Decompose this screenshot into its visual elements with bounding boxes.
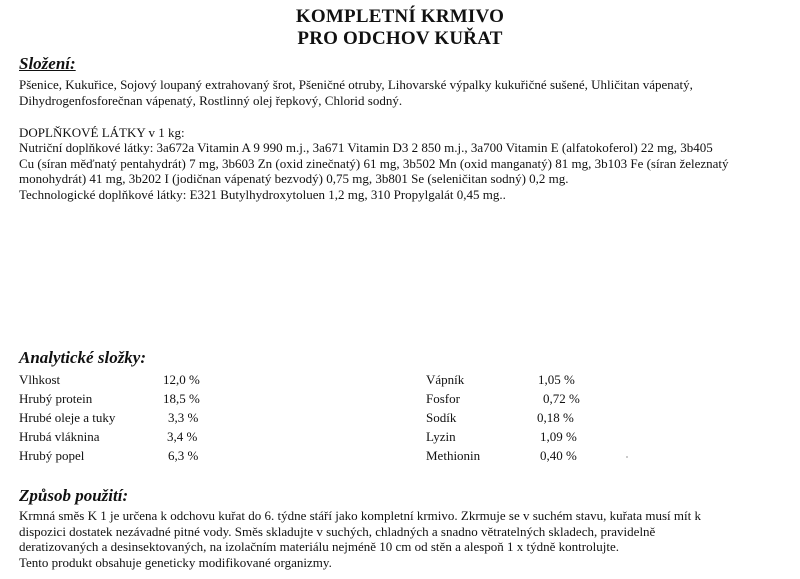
technological-additives-text: Technologické doplňkové látky: E321 Butylhydroxytoluen 1,2 mg, 310 Propylgalát 0,45 mg.. [19,187,506,202]
analytical-value: 18,5 % [163,391,200,406]
usage-text [19,508,789,570]
analytical-label: Fosfor [426,391,460,406]
analytical-value: 1,05 % [538,372,575,387]
nutritional-additives-line: Nutriční doplňkové látky: 3a672a Vitamin A 9 990 m.j., 3a671 Vitamin D3 2 850 m.j., 3a700 Vitamin E (alfatokoferol) 22 mg, 3b405 [19,140,713,155]
usage-line: dispozici dostatek nezávadné pitné vody. Směs skladujte v suchých, chladných a snadno větratelných skladech, pravidelně [19,523,656,539]
composition-line: Dihydrogenfosforečnan vápenatý, Rostlinný olej řepkový, Chlorid sodný. [19,92,403,108]
scan-speck [626,456,628,458]
title-line-2: PRO ODCHOV KUŘAT [297,28,503,49]
analytical-label: Vápník [426,372,465,387]
additives-heading: DOPLŇKOVÉ LÁTKY v 1 kg: [19,125,185,140]
analytical-value: 12,0 % [163,372,200,387]
usage-line: Tento produkt obsahuje geneticky modifikované organizmy. [19,554,332,570]
usage-heading: Způsob použití: [19,486,129,505]
analytical-label: Sodík [426,410,457,425]
analytical-value: 3,4 % [167,429,198,444]
nutritional-additives-text [19,140,789,187]
composition-heading: Složení: [19,54,76,73]
analytical-value: 0,72 % [543,391,580,406]
analytical-value: 0,40 % [540,448,577,463]
analytical-value: 1,09 % [540,429,577,444]
analytical-label: Lyzin [426,429,456,444]
analytical-label: Hrubý popel [19,448,85,463]
analytical-label: Hrubé oleje a tuky [19,410,116,425]
analytical-value: 0,18 % [537,410,574,425]
analytical-label: Hrubý protein [19,391,93,406]
nutritional-additives-line: monohydrát) 41 mg, 3b202 I (jodičnan vápenatý bezvodý) 0,75 mg, 3b801 Se (seleničitan sodný) 0,2 mg. [19,171,569,186]
analytical-value: 3,3 % [168,410,199,425]
usage-line: Krmná směs K 1 je určena k odchovu kuřat do 6. týdne stáří jako kompletní krmivo. Zkrmuje se v suchém stavu, kuřata musí mít k [19,508,701,523]
analytical-value: 6,3 % [168,448,199,463]
analytical-label: Vlhkost [19,372,61,387]
usage-line: deratizovaných a desinsektovaných, na izolačním materiálu nejméně 10 cm od stěn a alespoň 1 x týdně kontrolujte. [19,539,619,554]
composition-text [19,77,789,108]
analytical-label: Hrubá vláknina [19,429,100,444]
analytical-heading: Analytické složky: [19,348,147,367]
title-line-1: KOMPLETNÍ KRMIVO [295,6,505,27]
analytical-label: Methionin [426,448,481,463]
composition-line: Pšenice, Kukuřice, Sojový loupaný extrahovaný šrot, Pšeničné otruby, Lihovarské výpalky kukuřičné sušené, Uhličitan vápenatý, [19,77,693,92]
nutritional-additives-line: Cu (síran měďnatý pentahydrát) 7 mg, 3b603 Zn (oxid zinečnatý) 61 mg, 3b502 Mn (oxid manganatý) 81 mg, 3b103 Fe (síran železnatý [19,155,729,171]
